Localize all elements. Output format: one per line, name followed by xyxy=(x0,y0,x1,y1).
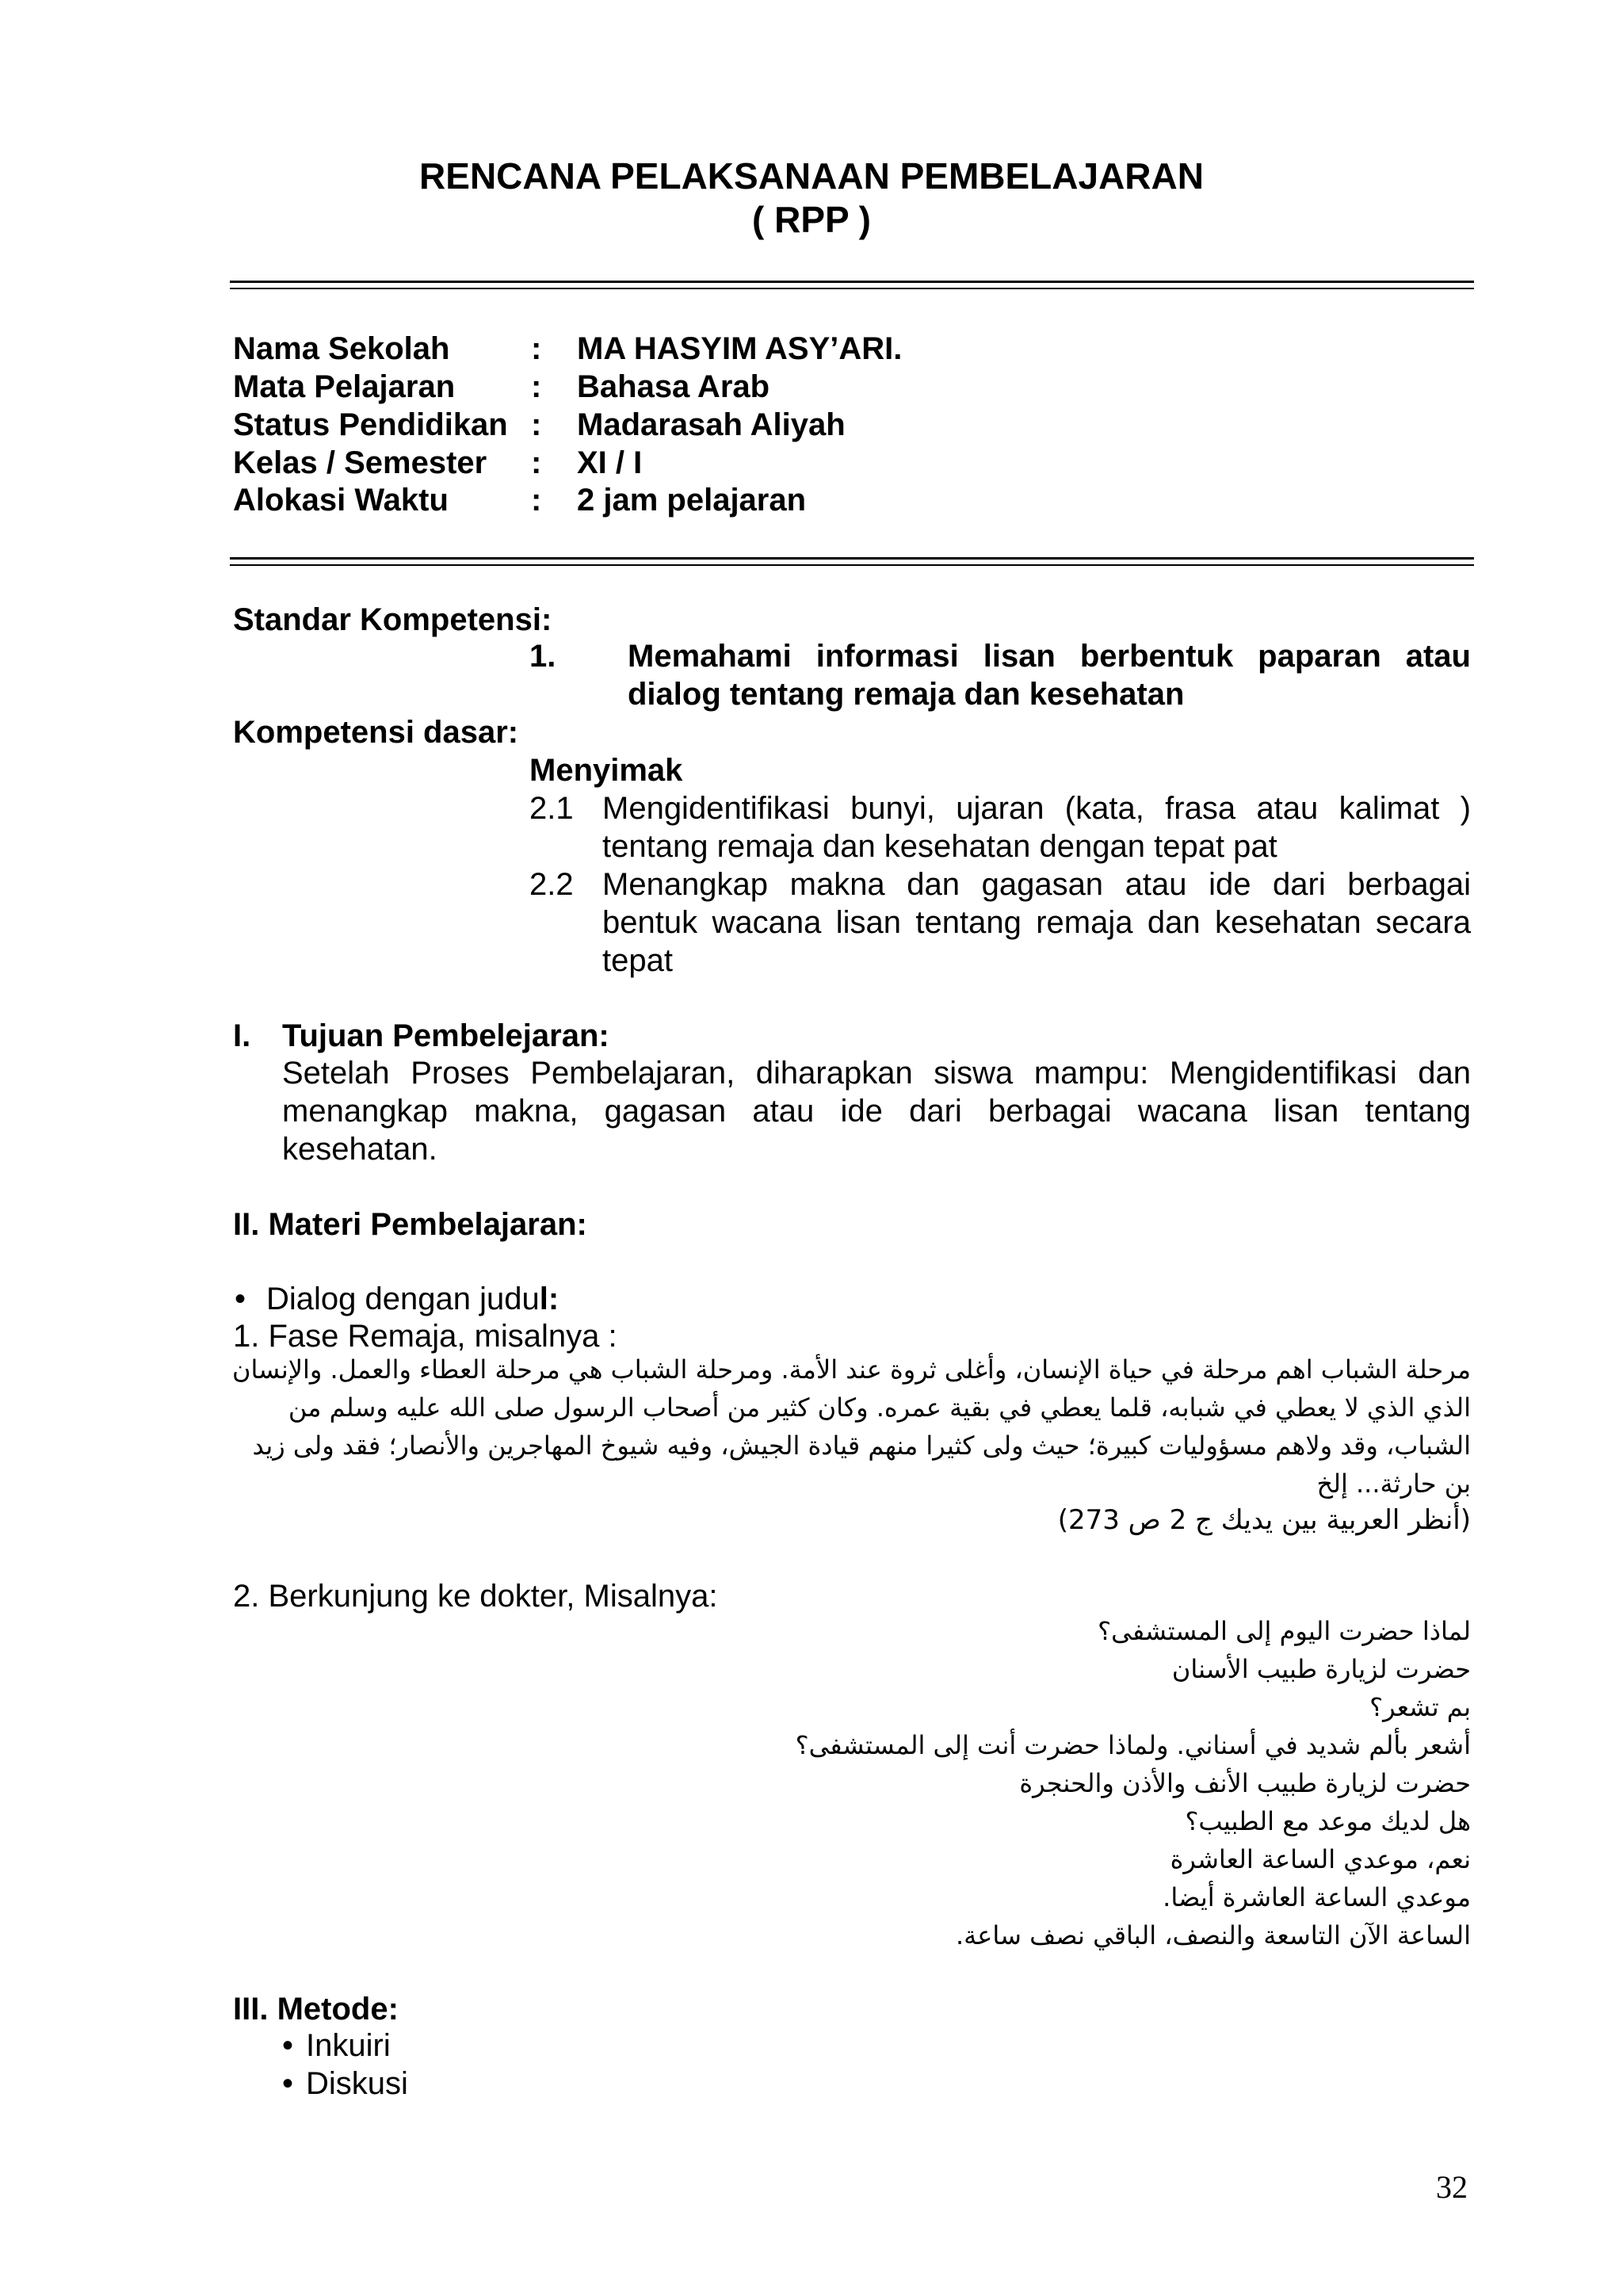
arabic-passage-line: الشباب، وقد ولاهم مسؤوليات كبيرة؛ حيث ولى كثيرا منهم قيادة الجيش، وفيه شيوخ المهاجرين والأنصار؛ فقد ولى زيد xyxy=(252,1431,1471,1461)
identity-value: MA HASYIM ASY’ARI. xyxy=(577,331,903,366)
identity-value: Bahasa Arab xyxy=(577,369,770,404)
arabic-passage-line: مرحلة الشباب اهم مرحلة في حياة الإنسان، وأغلى ثروة عند الأمة. ومرحلة الشباب هي مرحلة العطاء والعمل. والإنسان xyxy=(232,1354,1471,1385)
identity-label: Kelas / Semester xyxy=(233,445,487,480)
metode-bullet: • xyxy=(282,2028,294,2063)
identity-colon: : xyxy=(531,331,542,366)
tujuan-heading: Tujuan Pembelejaran: xyxy=(282,1018,609,1053)
metode-item: Diskusi xyxy=(306,2066,408,2101)
identity-value: Madarasah Aliyah xyxy=(577,407,846,442)
materi-dialog-title xyxy=(266,1280,559,1318)
arabic-dialog-line: حضرت لزيارة طبيب الأنف والأذن والحنجرة xyxy=(1019,1768,1471,1798)
tujuan-number: I. xyxy=(233,1018,251,1053)
arabic-dialog-line: الساعة الآن التاسعة والنصف، الباقي نصف ساعة. xyxy=(955,1920,1471,1950)
identity-value: XI / I xyxy=(577,445,643,480)
identity-label: Status Pendidikan xyxy=(233,407,508,442)
tujuan-text-line: Setelah Proses Pembelajaran, diharapkan siswa mampu: Mengidentifikasi dan xyxy=(282,1056,1471,1091)
identity-colon: : xyxy=(531,369,542,404)
materi-bullet: • xyxy=(235,1282,246,1316)
identity-label: Alokasi Waktu xyxy=(233,483,449,518)
page-number: 32 xyxy=(1436,2169,1468,2205)
kompetensi-item-line: tepat xyxy=(602,943,673,978)
arabic-dialog-line: حضرت لزيارة طبيب الأسنان xyxy=(1171,1654,1471,1684)
arabic-dialog-line: هل لديك موعد مع الطبيب؟ xyxy=(1185,1806,1471,1836)
identity-colon: : xyxy=(531,483,542,518)
identity-colon: : xyxy=(531,445,542,480)
dialog-title-bold: l: xyxy=(539,1282,559,1316)
kompetensi-item-line: Menangkap makna dan gagasan atau ide dari berbagai xyxy=(602,867,1471,902)
kompetensi-subheading: Menyimak xyxy=(529,753,683,788)
arabic-passage-line: الذي الذي لا يعطي في شبابه، قلما يعطي في بقية عمره. وكان كثير من أصحاب الرسول صلى الله عليه وسلم من xyxy=(288,1392,1471,1423)
divider-mid-1 xyxy=(230,557,1474,560)
arabic-passage-line: بن حارثة... إلخ xyxy=(1316,1469,1471,1499)
kompetensi-heading: Kompetensi dasar: xyxy=(233,715,519,750)
divider-top-2 xyxy=(230,288,1474,289)
materi-heading: II. Materi Pembelajaran: xyxy=(233,1207,587,1242)
tujuan-text-line: kesehatan. xyxy=(282,1132,437,1167)
kompetensi-item-line: tentang remaja dan kesehatan dengan tepat pat xyxy=(602,829,1277,864)
arabic-dialog-line: لماذا حضرت اليوم إلى المستشفى؟ xyxy=(1098,1616,1471,1646)
arabic-dialog-line: نعم، موعدي الساعة العاشرة xyxy=(1170,1844,1471,1874)
tujuan-text-line: menangkap makna, gagasan atau ide dari berbagai wacana lisan tentang xyxy=(282,1094,1471,1129)
identity-label: Mata Pelajaran xyxy=(233,369,456,404)
metode-item: Inkuiri xyxy=(306,2028,391,2063)
document-title: RENCANA PELAKSANAAN PEMBELAJARAN xyxy=(419,155,1204,197)
kompetensi-item-line: Mengidentifikasi bunyi, ujaran (kata, frasa atau kalimat ) xyxy=(602,791,1471,826)
standar-heading: Standar Kompetensi: xyxy=(233,602,552,637)
metode-bullet: • xyxy=(282,2066,294,2101)
metode-heading: III. Metode: xyxy=(233,1992,399,2027)
identity-value: 2 jam pelajaran xyxy=(577,483,807,518)
standar-line-1: Memahami informasi lisan berbentuk paparan atau xyxy=(628,639,1471,674)
standar-line-2: dialog tentang remaja dan kesehatan xyxy=(628,677,1185,712)
document-subtitle: ( RPP ) xyxy=(752,199,871,240)
arabic-dialog-line: أشعر بألم شديد في أسناني. ولماذا حضرت أنت إلى المستشفى؟ xyxy=(795,1730,1471,1760)
identity-colon: : xyxy=(531,407,542,442)
kompetensi-item-number: 2.1 xyxy=(529,791,574,826)
arabic-dialog-line: موعدي الساعة العاشرة أيضا. xyxy=(1163,1882,1471,1912)
arabic-dialog-line: بم تشعر؟ xyxy=(1369,1692,1471,1722)
divider-top-1 xyxy=(230,281,1474,283)
arabic-reference: (أنظر العربية بين يديك ج 2 ص 273) xyxy=(1057,1504,1471,1536)
materi-item-2: 2. Berkunjung ke dokter, Misalnya: xyxy=(233,1579,718,1614)
identity-label: Nama Sekolah xyxy=(233,331,450,366)
dialog-title-text: Dialog dengan judu xyxy=(266,1282,540,1316)
materi-item-1: 1. Fase Remaja, misalnya : xyxy=(233,1319,617,1354)
standar-number: 1. xyxy=(529,639,556,674)
kompetensi-item-number: 2.2 xyxy=(529,867,574,902)
kompetensi-item-line: bentuk wacana lisan tentang remaja dan kesehatan secara xyxy=(602,905,1471,940)
divider-mid-2 xyxy=(230,564,1474,566)
